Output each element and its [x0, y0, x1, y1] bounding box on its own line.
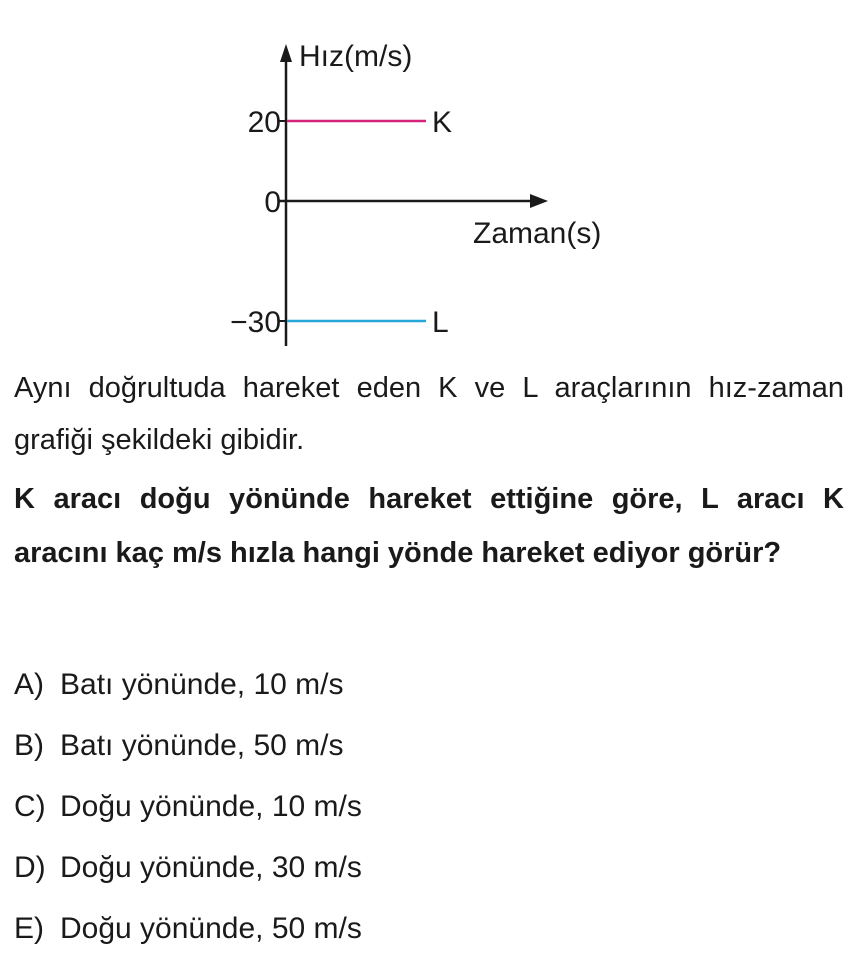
y-axis-arrow — [280, 44, 292, 62]
question-intro: Aynı doğrultuda hareket eden K ve L araçlarının hız-zaman grafiği şekildeki gibidir. — [14, 372, 844, 456]
series-label-k: K — [432, 106, 453, 139]
series-label-l: L — [432, 306, 449, 339]
x-axis-title: Zaman(s) — [473, 217, 602, 250]
y-axis-title: Hız(m/s) — [299, 40, 413, 73]
question-prompt: K aracı doğu yönünde hareket ettiğine göre, L aracı K aracını kaç m/s hızla hangi yönde hareket ediyor görür? — [14, 483, 844, 569]
chart-series — [287, 121, 426, 321]
option-text: Batı yönünde, 10 m/s — [60, 668, 344, 701]
option-letter: E) — [14, 912, 44, 945]
option-c[interactable] — [14, 776, 362, 837]
option-b[interactable] — [14, 715, 362, 776]
option-letter: B) — [14, 729, 44, 762]
option-a[interactable] — [14, 654, 362, 715]
y-tick-label: 0 — [264, 186, 281, 219]
option-text: Doğu yönünde, 50 m/s — [60, 912, 362, 945]
option-letter: D) — [14, 851, 46, 884]
option-d[interactable] — [14, 837, 362, 898]
option-text: Doğu yönünde, 10 m/s — [60, 790, 362, 823]
y-tick-label: −30 — [230, 306, 281, 339]
option-text: Batı yönünde, 50 m/s — [60, 729, 344, 762]
option-letter: A) — [14, 668, 44, 701]
velocity-time-chart — [0, 0, 867, 360]
answer-options — [14, 654, 362, 959]
x-axis-arrow — [530, 194, 548, 208]
chart-axes — [278, 44, 548, 346]
option-text: Doğu yönünde, 30 m/s — [60, 851, 362, 884]
option-e[interactable] — [14, 898, 362, 959]
y-tick-label: 20 — [247, 106, 281, 139]
option-letter: C) — [14, 790, 46, 823]
